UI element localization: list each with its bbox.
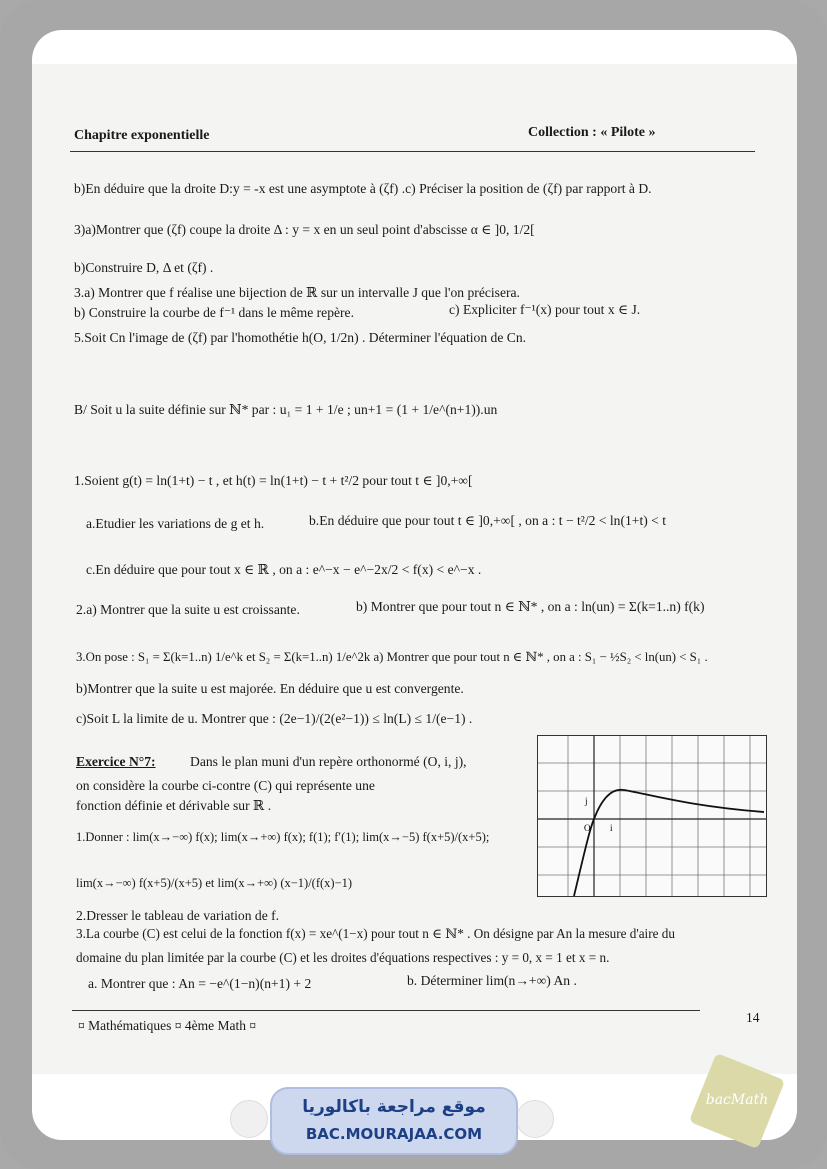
text-line: c) Expliciter f⁻¹(x) pour tout x ∈ J. xyxy=(449,302,641,317)
text-line: 2.a) Montrer que la suite u est croissante. xyxy=(76,602,300,617)
exercise-line: on considère la courbe ci-contre (C) qui représente une xyxy=(76,778,375,793)
exercise-question: 3.La courbe (C) est celui de la fonction f(x) = xe^(1−x) pour tout n ∈ ℕ* . On désigne par An la mesure d'aire du xyxy=(76,926,675,941)
header-left: Chapitre exponentielle xyxy=(74,128,210,143)
text-line: 1.Soient g(t) = ln(1+t) − t , et h(t) = ln(1+t) − t + t²/2 pour tout t ∈ ]0,+∞[ xyxy=(74,473,473,488)
text-line: b)En déduire que la droite D:y = -x est une asymptote à (ζf) .c) Préciser la position de (ζf) par rapport à D. xyxy=(74,181,652,196)
brand-text: bacMath xyxy=(705,1092,769,1108)
site-badge[interactable] xyxy=(270,1087,518,1155)
exercise-question: lim(x→−∞) f(x+5)/(x+5) et lim(x→+∞) (x−1)/(f(x)−1) xyxy=(76,876,353,890)
site-badge-url[interactable]: BAC.MOURAJAA.COM xyxy=(305,1125,483,1143)
text-line: 3.On pose : S₁ = Σ(k=1..n) 1/e^k et S₂ = Σ(k=1..n) 1/e^2k a) Montrer que pour tout n ∈ ℕ* , on a : S₁ − ½S₂ < ln(un) < S₁ . xyxy=(76,650,708,664)
text-line: b)Construire D, Δ et (ζf) . xyxy=(74,260,214,275)
site-badge-arabic: موقع مراجعة باكالوريا xyxy=(302,1097,486,1117)
exercise-question: 2.Dresser le tableau de variation de f. xyxy=(76,908,280,923)
exercise-line: fonction définie et dérivable sur ℝ . xyxy=(76,798,272,813)
text-line: 3.a) Montrer que f réalise une bijection de ℝ sur un intervalle J que l'on précisera. xyxy=(74,285,520,300)
text-line: c)Soit L la limite de u. Montrer que : (2e−1)/(2(e²−1)) ≤ ln(L) ≤ 1/(e−1) . xyxy=(76,711,473,726)
exercise-question: a. Montrer que : An = −e^(1−n)(n+1) + 2 xyxy=(88,976,312,991)
text-line: 5.Soit Cn l'image de (ζf) par l'homothétie h(O, 1/2n) . Déterminer l'équation de Cn. xyxy=(74,330,527,345)
header-rule xyxy=(70,151,755,152)
text-line: b) Construire la courbe de f⁻¹ dans le même repère. xyxy=(74,305,354,320)
exercise-question: b. Déterminer lim(n→+∞) An . xyxy=(407,973,577,988)
exercise-intro: Dans le plan muni d'un repère orthonormé (O, i, j), xyxy=(190,754,467,769)
exercise-question: 1.Donner : lim(x→−∞) f(x); lim(x→+∞) f(x); f(1); f′(1); lim(x→−5) f(x+5)/(x+5); xyxy=(76,830,490,844)
site-logo-icon xyxy=(516,1100,554,1138)
text-line: 3)a)Montrer que (ζf) coupe la droite Δ : y = x en un seul point d'abscisse α ∈ ]0, 1/2[ xyxy=(74,222,535,237)
text-line: b)Montrer que la suite u est majorée. En déduire que u est convergente. xyxy=(76,681,464,696)
page-number: 14 xyxy=(746,1010,760,1025)
curve-svg xyxy=(538,736,766,896)
text-line: b.En déduire que pour tout t ∈ ]0,+∞[ , on a : t − t²/2 < ln(1+t) < t xyxy=(309,513,667,528)
exercise-question: domaine du plan limitée par la courbe (C) et les droites d'équations respectives : y = 0, x = 1 et x = n. xyxy=(76,950,610,965)
text-line: a.Etudier les variations de g et h. xyxy=(86,516,265,531)
graph-label-j: j xyxy=(585,796,588,806)
graph-label-o: O xyxy=(584,823,591,833)
exercise-title: Exercice N°7: xyxy=(76,754,156,769)
site-logo-icon xyxy=(230,1100,268,1138)
text-line: c.En déduire que pour tout x ∈ ℝ , on a : e^−x − e^−2x/2 < f(x) < e^−x . xyxy=(86,562,482,577)
text-line: b) Montrer que pour tout n ∈ ℕ* , on a : ln(un) = Σ(k=1..n) f(k) xyxy=(356,599,705,614)
footer-left: ¤ Mathématiques ¤ 4ème Math ¤ xyxy=(78,1018,257,1033)
curve-graph xyxy=(537,735,767,897)
text-line: B/ Soit u la suite définie sur ℕ* par : u₁ = 1 + 1/e ; un+1 = (1 + 1/e^(n+1)).un xyxy=(74,402,498,417)
footer-rule xyxy=(72,1010,700,1011)
graph-label-i: i xyxy=(610,823,613,833)
header-right: Collection : « Pilote » xyxy=(528,125,656,140)
